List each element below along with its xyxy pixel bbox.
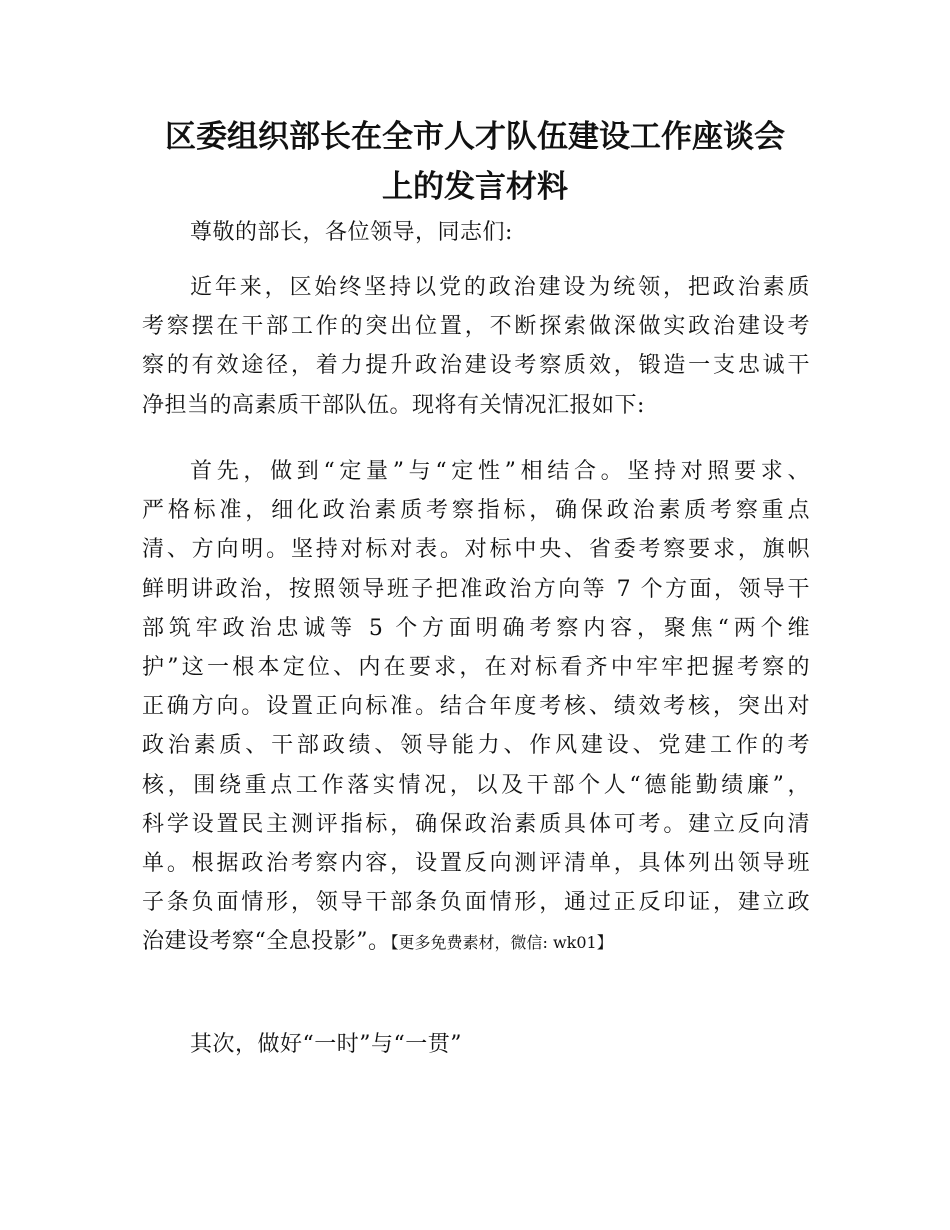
paragraph-line: 政治素质、干部政绩、领导能力、作风建设、党建工作的考 xyxy=(142,733,810,759)
second-point-paragraph xyxy=(142,1025,810,1064)
title-line-2: 上的发言材料 xyxy=(382,169,568,205)
paragraph-line: 核，围绕重点工作落实情况，以及干部个人“德能勤绩廉”， xyxy=(142,772,810,798)
paragraph-line: 其次，做好“一时”与“一贯” xyxy=(190,1032,462,1057)
paragraph-line-text: 治建设考察“全息投影”。 xyxy=(142,929,391,955)
paragraph-line: 单。根据政治考察内容，设置反向测评清单，具体列出领导班 xyxy=(142,851,810,877)
paragraph-line: 察的有效途径，着力提升政治建设考察质效，锻造一支忠诚干 xyxy=(142,353,810,379)
paragraph-line: 鲜明讲政治，按照领导班子把准政治方向等 7 个方面，领导干 xyxy=(142,576,810,602)
first-point-paragraph xyxy=(142,452,810,963)
title-line-1: 区委组织部长在全市人才队伍建设工作座谈会 xyxy=(165,119,785,155)
document-title xyxy=(110,112,840,212)
paragraph-line: 清、方向明。坚持对标对表。对标中央、省委考察要求，旗帜 xyxy=(142,537,810,563)
paragraph-line: 净担当的高素质干部队伍。现将有关情况汇报如下: xyxy=(142,392,645,418)
paragraph-line: 首先，做到“定量”与“定性”相结合。坚持对照要求、 xyxy=(190,459,810,484)
paragraph-line: 考察摆在干部工作的突出位置，不断探索做深做实政治建设考 xyxy=(142,314,810,340)
paragraph-line: 近年来，区始终坚持以党的政治建设为统领，把政治素质 xyxy=(190,275,810,300)
greeting-line: 尊敬的部长，各位领导，同志们: xyxy=(190,220,513,245)
paragraph-line: 正确方向。设置正向标准。结合年度考核、绩效考核，突出对 xyxy=(142,694,810,720)
intro-paragraph xyxy=(142,268,810,425)
paragraph-line: 严格标准，细化政治素质考察指标，确保政治素质考察重点 xyxy=(142,498,810,524)
paragraph-line: 护”这一根本定位、内在要求，在对标看齐中牢牢把握考察的 xyxy=(142,655,810,681)
paragraph-line: 部筑牢政治忠诚等 5 个方面明确考察内容，聚焦“两个维 xyxy=(142,615,810,641)
paragraph-last-line xyxy=(142,922,810,962)
paragraph-line: 子条负面情形，领导干部条负面情形，通过正反印证，建立政 xyxy=(142,890,810,916)
promo-note: 【更多免费素材，微信: wk01】 xyxy=(390,933,613,953)
paragraph-line: 科学设置民主测评指标，确保政治素质具体可考。建立反向清 xyxy=(142,811,810,837)
greeting-paragraph xyxy=(142,213,810,252)
